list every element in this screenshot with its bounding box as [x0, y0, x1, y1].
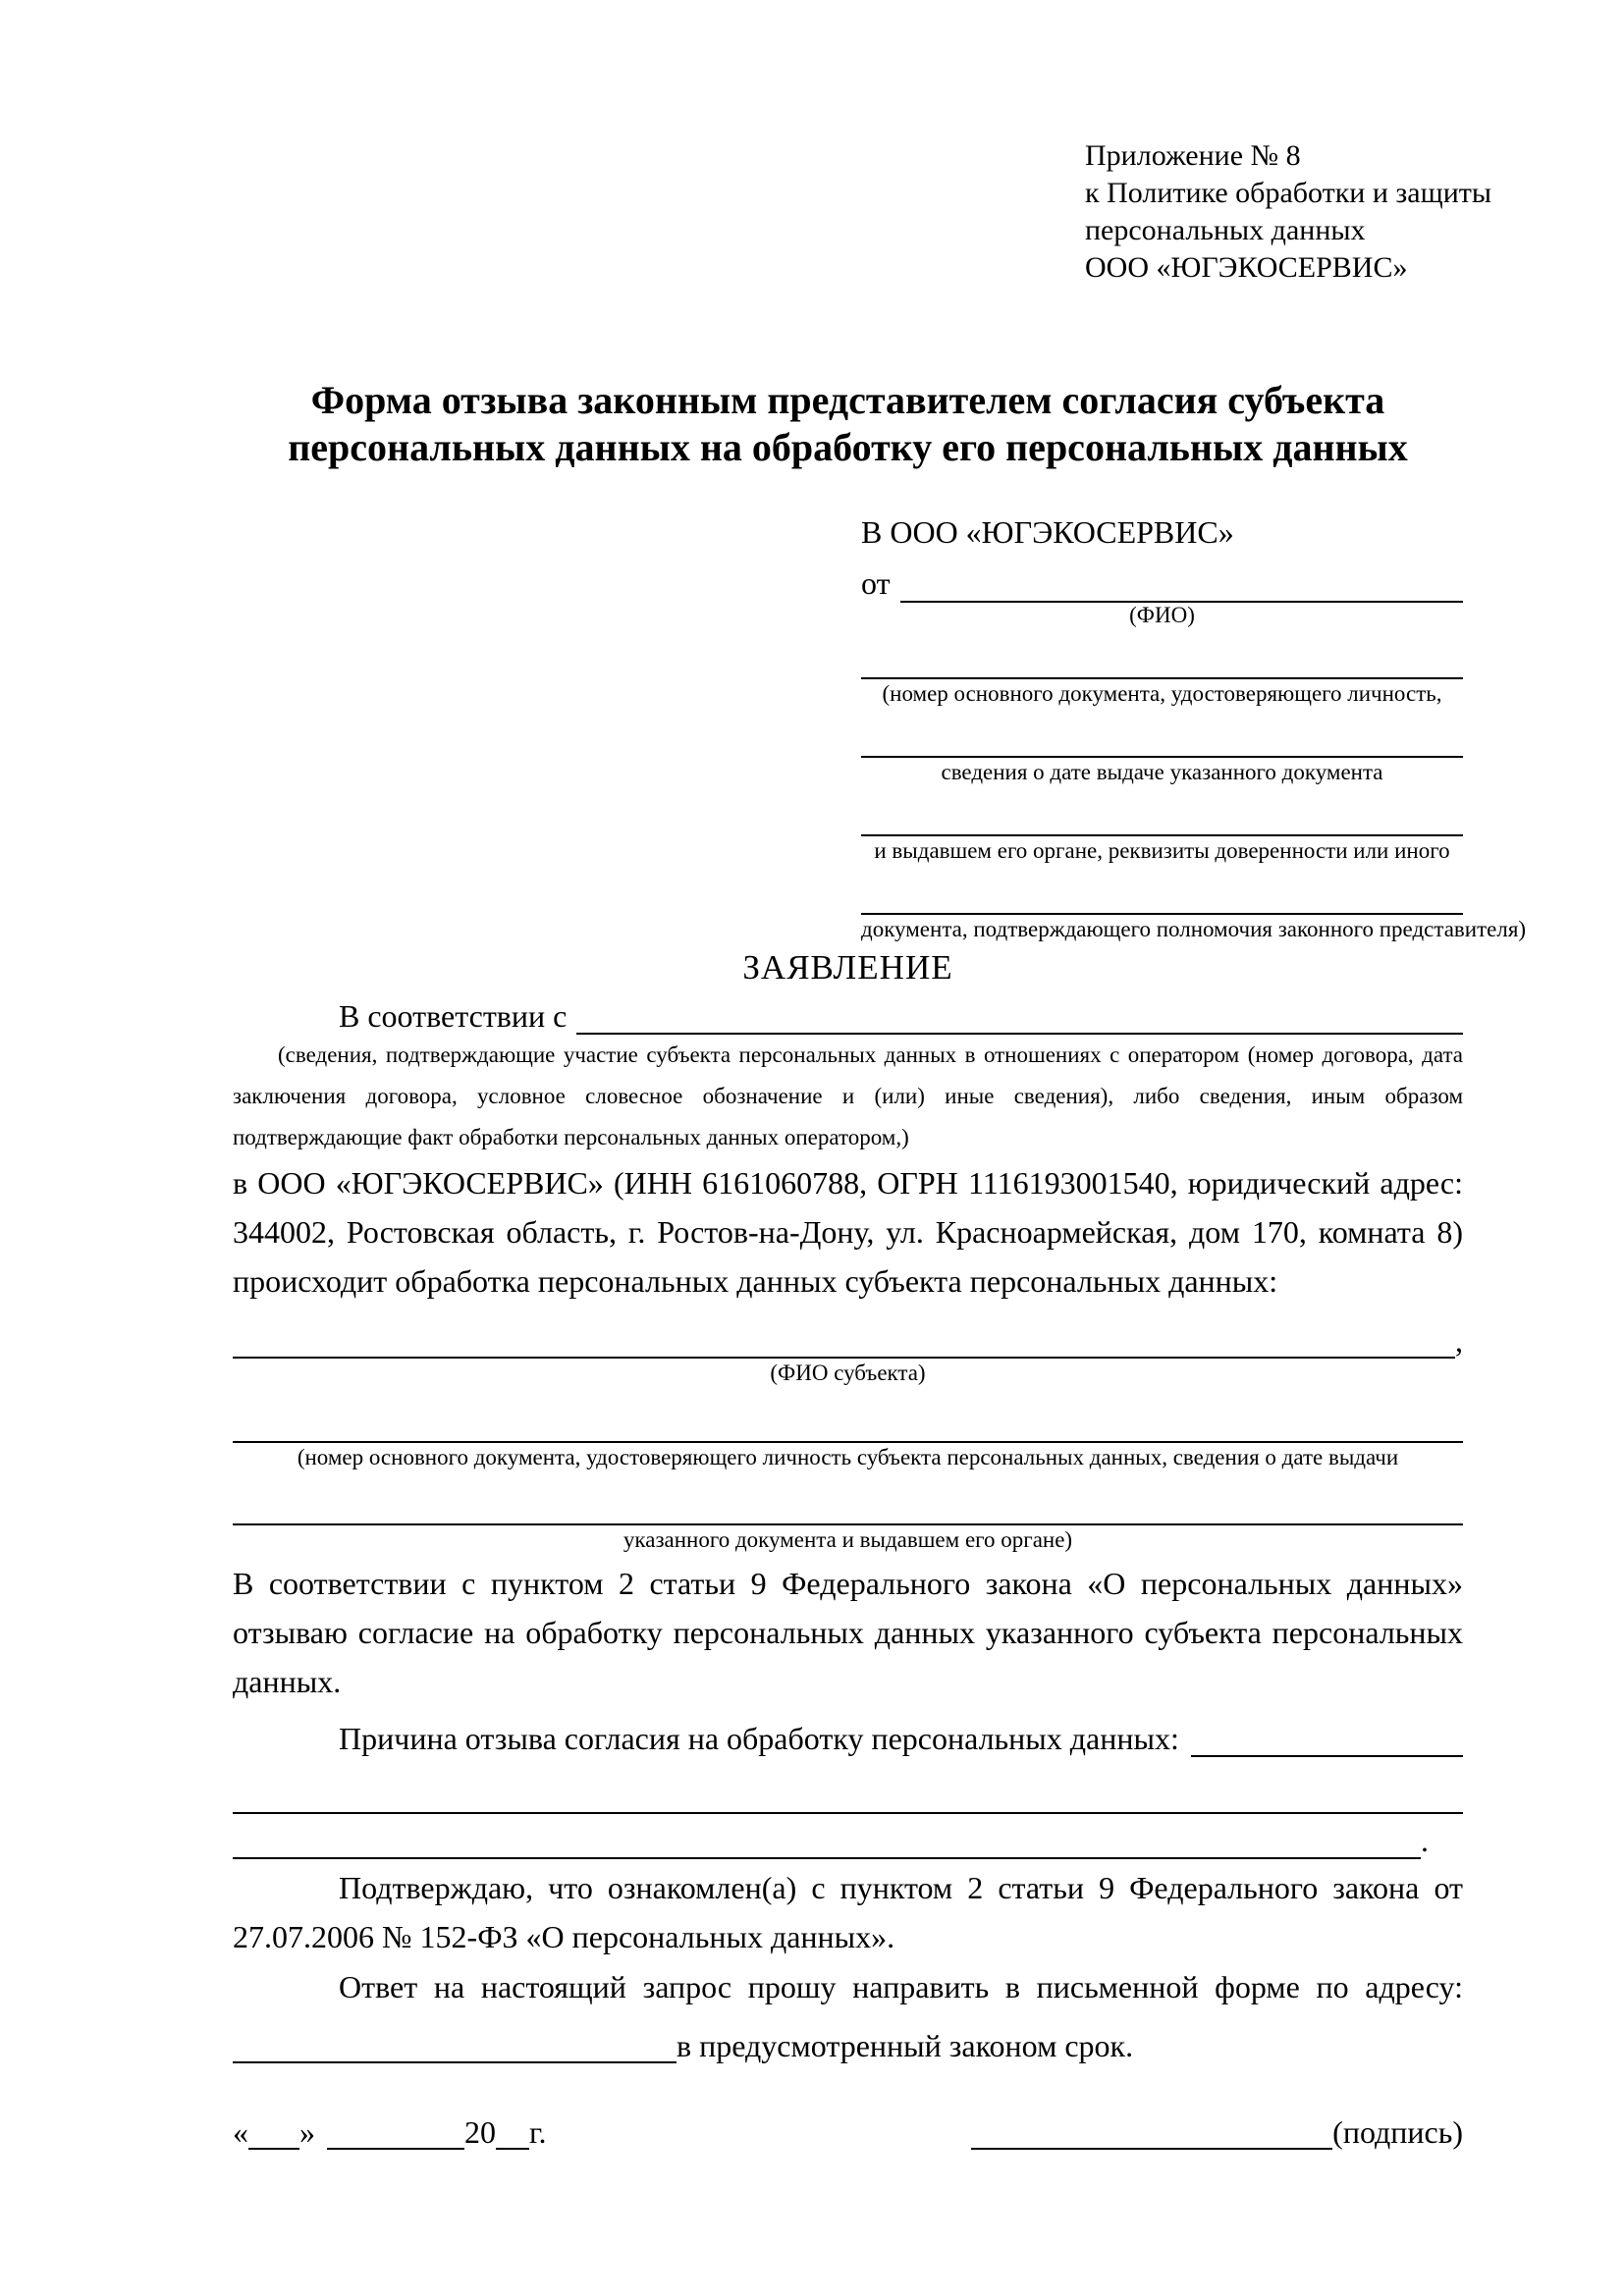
subject-doc-caption-1: (номер основного документа, удостоверяющего личность субъекта персональных данных, сведения о дате выдачи: [297, 1445, 1399, 1469]
fio-caption: (ФИО): [1129, 603, 1195, 627]
reply-suffix: в предусмотренный законом срок.: [677, 2028, 1134, 2063]
page-title: Форма отзыва законным представителем согласия субъекта персональных данных на обработку его персональных данных: [288, 378, 1408, 469]
reason-period: .: [1421, 1823, 1429, 1858]
reason-label: Причина отзыва согласия на обработку персональных данных:: [339, 1721, 1179, 1756]
reason-row-3: [233, 1814, 1463, 1859]
year-prefix: 20: [464, 2114, 496, 2150]
rep-doc-caption-4: документа, подтверждающего полномочия законного представителя): [861, 917, 1527, 941]
subject-doc-field-1[interactable]: [233, 1408, 1463, 1443]
appendix-line: ООО «ЮГЭКОСЕРВИС»: [1085, 251, 1408, 284]
appendix-line: Приложение № 8: [1085, 139, 1301, 172]
year-field[interactable]: [496, 2114, 529, 2150]
subject-doc-field-2[interactable]: [233, 1490, 1463, 1525]
subject-doc-row-1: [233, 1408, 1463, 1443]
from-row: [861, 560, 1463, 603]
addressee-organization: В ООО «ЮГЭКОСЕРВИС»: [861, 514, 1234, 550]
reply-row: [233, 2012, 1463, 2063]
appendix-line: персональных данных: [1085, 214, 1366, 246]
rep-doc-caption-2: сведения о дате выдаче указанного документа: [941, 760, 1383, 784]
rep-doc-caption-1: (номер основного документа, удостоверяющего личность,: [882, 681, 1442, 706]
rep-doc-field-2[interactable]: [861, 715, 1463, 758]
addressee-block: [861, 512, 1527, 942]
subject-fio-field[interactable]: [233, 1323, 1455, 1359]
reason-field-2[interactable]: [233, 1757, 1463, 1814]
footer-row: [233, 2114, 1463, 2150]
rep-doc-field-1[interactable]: [861, 636, 1463, 679]
subject-doc-row-2: [233, 1490, 1463, 1525]
rep-doc-caption-3: и выдавшем его органе, реквизиты доверенности или иного: [874, 838, 1450, 863]
rep-doc-field-4[interactable]: [861, 872, 1463, 915]
subject-fio-comma: ,: [1455, 1323, 1463, 1359]
subject-fio-row: [233, 1323, 1463, 1359]
in-accordance-label: В соответствии с: [339, 998, 568, 1034]
subject-doc-caption-2: указанного документа и выдавшем его органе): [623, 1527, 1073, 1552]
withdrawal-paragraph: В соответствии с пунктом 2 статьи 9 Федерального закона «О персональных данных» отзываю согласие на обработку персональных данных указанного субъекта персональных данных.: [233, 1566, 1463, 1699]
from-label: от: [861, 565, 891, 601]
reason-field-3[interactable]: [233, 1824, 1421, 1859]
reply-label: Ответ на настоящий запрос прошу направить в письменной форме по адресу:: [339, 1969, 1463, 2004]
signature-block: [971, 2114, 1463, 2150]
reason-row: [233, 1706, 1463, 1757]
subject-fio-caption: (ФИО субъекта): [770, 1361, 926, 1385]
statement-heading: ЗАЯВЛЕНИЕ: [742, 948, 953, 987]
operator-paragraph: в ООО «ЮГЭКОСЕРВИС» (ИНН 6161060788, ОГРН 1116193001540, юридический адрес: 344002, Ростовская область, г. Ростов-на-Дону, ул. Красноармейская, дом 170, комната 8) происходит обработка персональных данных субъекта персональных данных:: [233, 1165, 1463, 1299]
reason-field-1[interactable]: [1191, 1755, 1463, 1757]
signature-caption: (подпись): [1332, 2114, 1463, 2150]
open-quote: «: [233, 2114, 248, 2150]
rep-doc-pair: [861, 872, 1527, 942]
rep-doc-field-3[interactable]: [861, 793, 1463, 836]
reply-address-field[interactable]: [233, 2028, 677, 2063]
day-field[interactable]: [248, 2114, 299, 2150]
month-field[interactable]: [327, 2114, 464, 2150]
appendix-block: [1085, 137, 1492, 287]
year-suffix: г.: [529, 2114, 547, 2150]
appendix-line: к Политике обработки и защиты: [1085, 177, 1492, 209]
confirm-paragraph: Подтверждаю, что ознакомлен(а) с пунктом 2 статьи 9 Федерального закона от 27.07.2006 № 152-ФЗ «О персональных данных».: [233, 1870, 1463, 1954]
rep-doc-pair: [861, 636, 1463, 707]
close-quote: »: [299, 2114, 315, 2150]
basis-row: [233, 989, 1463, 1035]
date-block: [233, 2114, 547, 2150]
rep-doc-pair: [861, 715, 1463, 785]
rep-doc-pair: [861, 793, 1463, 864]
signature-field[interactable]: [971, 2114, 1332, 2150]
basis-note: (сведения, подтверждающие участие субъекта персональных данных в отношениях с оператором (номер договора, дата заключения договора, условное словесное обозначение и (или) иные сведения), либо сведения, иным образом подтверждающие факт обработки персональных данных оператором,): [233, 1042, 1463, 1149]
